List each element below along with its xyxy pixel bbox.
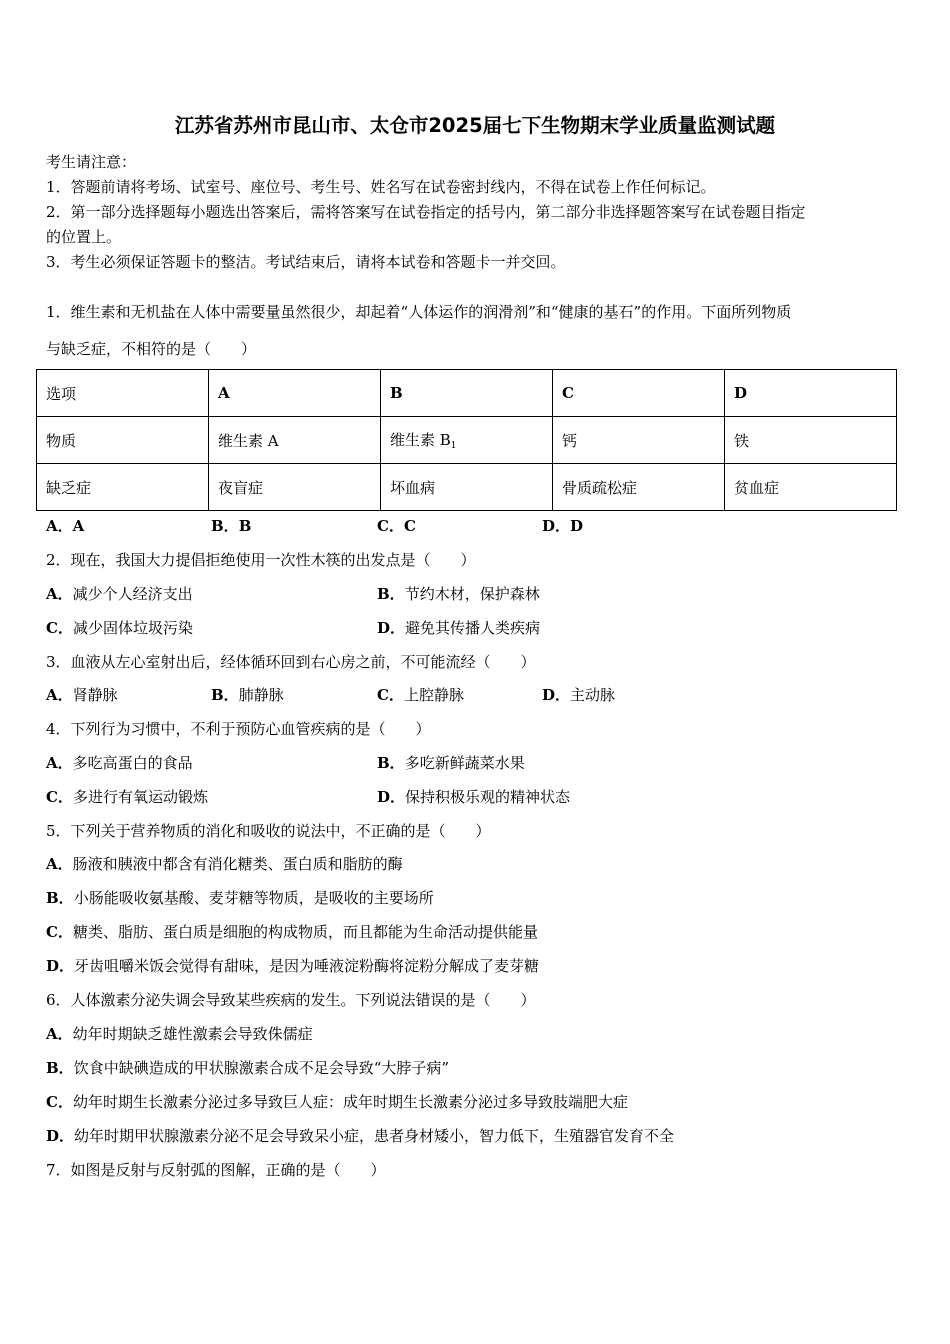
- q4-option-b[interactable]: [377, 754, 525, 772]
- option-text: 多吃新鲜蔬菜水果: [404, 754, 525, 772]
- option-text: 幼年时期生长激素分泌过多导致巨人症：成年时期生长激素分泌过多导致肢端肥大症: [72, 1093, 628, 1111]
- option-text: 节约木材，保护森林: [404, 585, 540, 603]
- q3-stem: 3．血液从左心室射出后，经体循环回到右心房之前，不可能流经（ ）: [46, 653, 536, 671]
- q1-option-b[interactable]: [211, 517, 251, 535]
- option-text: 幼年时期甲状腺激素分泌不足会导致呆小症，患者身材矮小，智力低下，生殖器官发育不全: [74, 1127, 675, 1145]
- option-text: 上腔静脉: [403, 686, 464, 704]
- q7-stem: 7．如图是反射与反射弧的图解，正确的是（ ）: [46, 1161, 386, 1179]
- q5-option-c[interactable]: [46, 923, 538, 941]
- option-text: 肾静脉: [72, 686, 118, 704]
- option-letter: D．: [377, 619, 406, 637]
- option-text: 减少固体垃圾污染: [72, 619, 193, 637]
- notice-heading: 考生请注意：: [46, 153, 137, 171]
- q5-option-a[interactable]: [46, 855, 403, 873]
- q3-option-b[interactable]: [211, 686, 284, 704]
- q4-option-d[interactable]: [377, 788, 570, 806]
- table-cell: 维生素 A: [209, 417, 381, 464]
- option-letter: D．: [46, 1127, 75, 1145]
- q4-option-c[interactable]: [46, 788, 208, 806]
- table-cell: 贫血症: [725, 464, 897, 511]
- q5-stem: 5．下列关于营养物质的消化和吸收的说法中，不正确的是（ ）: [46, 822, 491, 840]
- q2-option-d[interactable]: [377, 619, 540, 637]
- option-letter: C．: [377, 686, 404, 704]
- option-text: 糖类、脂肪、蛋白质是细胞的构成物质，而且都能为生命活动提供能量: [72, 923, 538, 941]
- option-letter: D．: [377, 788, 406, 806]
- option-text: 牙齿咀嚼米饭会觉得有甜味，是因为唾液淀粉酶将淀粉分解成了麦芽糖: [74, 957, 540, 975]
- option-letter: C．: [46, 619, 73, 637]
- option-text: 多进行有氧运动锻炼: [72, 788, 208, 806]
- table-cell: D: [725, 370, 897, 417]
- q2-option-b[interactable]: [377, 585, 540, 603]
- q2-option-c[interactable]: [46, 619, 193, 637]
- vitamin-b-subscript: 1: [450, 441, 457, 451]
- q2-option-a[interactable]: [46, 585, 193, 603]
- option-letter: B．: [46, 889, 74, 907]
- option-letter: D．: [542, 686, 571, 704]
- option-letter: C．: [46, 1093, 73, 1111]
- option-letter: A．: [46, 855, 73, 873]
- q3-option-c[interactable]: [377, 686, 464, 704]
- notice-item: 1．答题前请将考场、试室号、座位号、考生号、姓名写在试卷密封线内，不得在试卷上作任何标记。: [46, 178, 716, 196]
- option-letter: C．: [46, 923, 73, 941]
- table-cell: 物质: [37, 417, 209, 464]
- q1-option-a[interactable]: [46, 517, 84, 535]
- table-cell: A: [209, 370, 381, 417]
- option-text: B: [238, 517, 252, 535]
- notice-item: 3．考生必须保证答题卡的整洁。考试结束后，请将本试卷和答题卡一并交回。: [46, 253, 566, 271]
- q1-option-d[interactable]: [542, 517, 583, 535]
- table-cell: B: [381, 370, 553, 417]
- option-letter: A．: [46, 1025, 73, 1043]
- option-letter: A．: [46, 585, 73, 603]
- option-text: 减少个人经济支出: [72, 585, 193, 603]
- q6-option-c[interactable]: [46, 1093, 628, 1111]
- table-cell: 坏血病: [381, 464, 553, 511]
- q6-option-a[interactable]: [46, 1025, 313, 1043]
- table-cell: C: [553, 370, 725, 417]
- option-text: 多吃高蛋白的食品: [72, 754, 193, 772]
- table-cell: 缺乏症: [37, 464, 209, 511]
- q3-option-d[interactable]: [542, 686, 615, 704]
- table-cell: [381, 417, 553, 464]
- table-row: [37, 370, 897, 417]
- table-cell: 铁: [725, 417, 897, 464]
- table-cell: 钙: [553, 417, 725, 464]
- option-letter: D．: [542, 517, 571, 535]
- option-text: D: [570, 517, 584, 535]
- q1-stem: 1．维生素和无机盐在人体中需要量虽然很少，却起着“人体运作的润滑剂”和“健康的基石”的作用。下面所列物质: [46, 303, 792, 321]
- option-letter: B．: [377, 585, 405, 603]
- option-text: C: [403, 517, 416, 535]
- q5-option-d[interactable]: [46, 957, 539, 975]
- q2-stem: 2．现在，我国大力提倡拒绝使用一次性木筷的出发点是（ ）: [46, 551, 476, 569]
- option-letter: A．: [46, 517, 73, 535]
- vitamin-b-label: 维生素 B: [390, 431, 451, 449]
- option-text: 保持积极乐观的精神状态: [405, 788, 571, 806]
- q4-option-a[interactable]: [46, 754, 193, 772]
- option-text: 避免其传播人类疾病: [405, 619, 541, 637]
- q4-stem: 4．下列行为习惯中，不利于预防心血管疾病的是（ ）: [46, 720, 431, 738]
- option-text: 饮食中缺碘造成的甲状腺激素合成不足会导致“大脖子病”: [73, 1059, 450, 1077]
- option-letter: C．: [46, 788, 73, 806]
- option-letter: A．: [46, 754, 73, 772]
- option-text: 幼年时期缺乏雄性激素会导致侏儒症: [72, 1025, 313, 1043]
- option-letter: B．: [211, 686, 239, 704]
- q6-option-b[interactable]: [46, 1059, 449, 1077]
- page-title: 江苏省苏州市昆山市、太仓市2025届七下生物期末学业质量监测试题: [174, 114, 776, 137]
- option-text: A: [72, 517, 85, 535]
- q5-option-b[interactable]: [46, 889, 434, 907]
- q6-option-d[interactable]: [46, 1127, 674, 1145]
- q1-table: [36, 369, 897, 511]
- option-letter: B．: [46, 1059, 74, 1077]
- option-text: 肠液和胰液中都含有消化糖类、蛋白质和脂肪的酶: [72, 855, 403, 873]
- notice-item: 的位置上。: [46, 228, 122, 246]
- table-cell: 骨质疏松症: [553, 464, 725, 511]
- q1-stem-cont: 与缺乏症，不相符的是（ ）: [46, 340, 257, 358]
- table-cell: 夜盲症: [209, 464, 381, 511]
- option-letter: C．: [377, 517, 404, 535]
- option-letter: A．: [46, 686, 73, 704]
- option-text: 小肠能吸收氨基酸、麦芽糖等物质，是吸收的主要场所: [73, 889, 434, 907]
- option-letter: D．: [46, 957, 75, 975]
- notice-item: 2．第一部分选择题每小题选出答案后，需将答案写在试卷指定的括号内，第二部分非选择题答案写在试卷题目指定: [46, 203, 806, 221]
- option-text: 肺静脉: [238, 686, 284, 704]
- table-row: [37, 417, 897, 464]
- table-cell: 选项: [37, 370, 209, 417]
- option-text: 主动脉: [570, 686, 616, 704]
- q3-option-a[interactable]: [46, 686, 118, 704]
- q6-stem: 6．人体激素分泌失调会导致某些疾病的发生。下列说法错误的是（ ）: [46, 991, 536, 1009]
- option-letter: B．: [211, 517, 239, 535]
- option-letter: B．: [377, 754, 405, 772]
- table-row: [37, 464, 897, 511]
- q1-option-c[interactable]: [377, 517, 416, 535]
